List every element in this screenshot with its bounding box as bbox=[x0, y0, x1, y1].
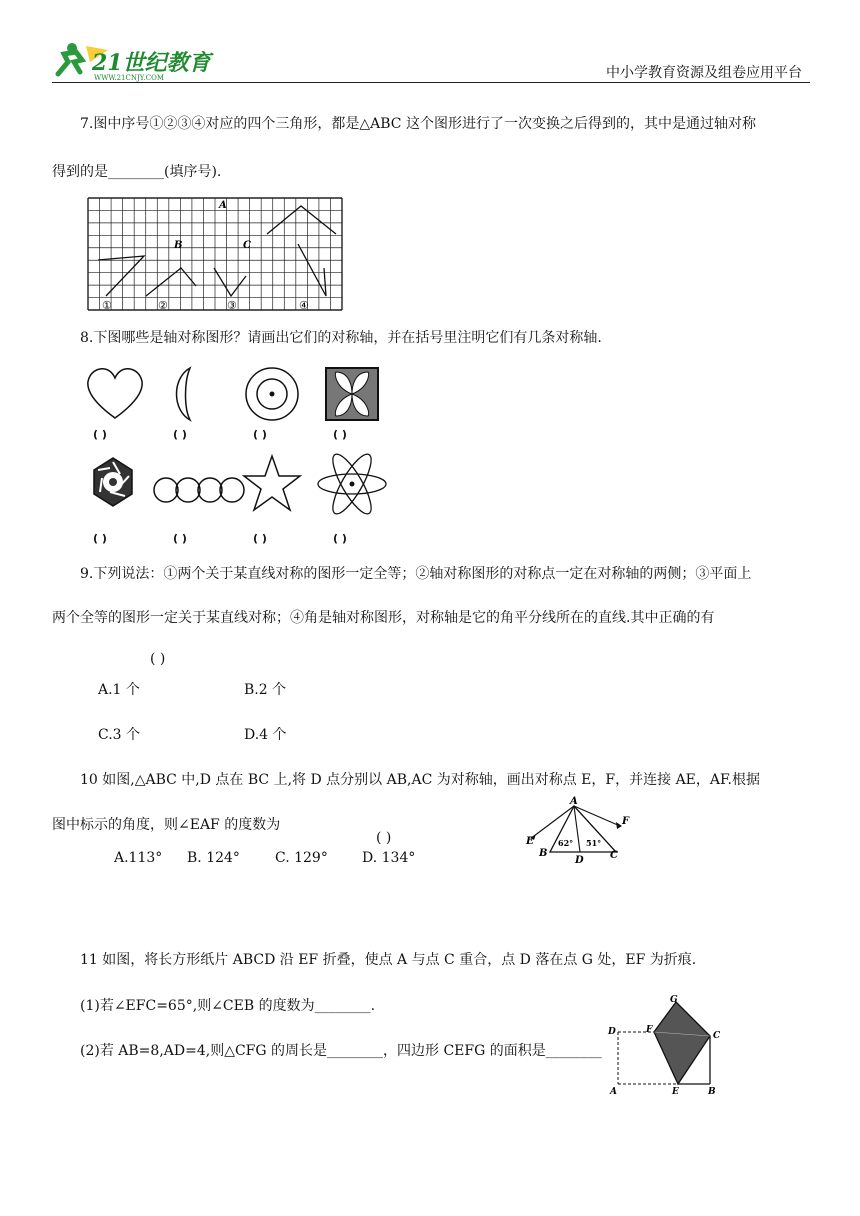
q7-grid-figure bbox=[86, 196, 344, 316]
q7-num-3: ③ bbox=[227, 299, 237, 312]
logo-runner-icon bbox=[50, 40, 220, 82]
q7-label-a: A bbox=[219, 200, 227, 211]
platform-name: 中小学教育资源及组卷应用平台 bbox=[606, 65, 802, 81]
q10-angle-c: 51° bbox=[586, 838, 602, 848]
q11-line1: 11 如图，将长方形纸片 ABCD 沿 EF 折叠，使点 A 与点 C 重合，点 D 落在点 G 处，EF 为折痕. bbox=[80, 952, 697, 968]
q11-sub2: (2)若 AB=8,AD=4,则△CFG 的周长是________，四边形 CEFG 的面积是________ bbox=[80, 1043, 602, 1059]
q9-option-c: C.3 个 bbox=[98, 727, 141, 743]
q9-line1: 9.下列说法：①两个关于某直线对称的图形一定全等；②轴对称图形的对称点一定在对称轴的两侧；③平面上 bbox=[80, 566, 752, 582]
q10-line1: 10 如图,△ABC 中,D 点在 BC 上,将 D 点分别以 AB,AC 为对称轴，画出对称点 E，F，并连接 AE，AF.根据 bbox=[80, 772, 760, 788]
q9-option-a: A.1 个 bbox=[98, 682, 140, 698]
q10-line2: 图中标示的角度，则∠EAF 的度数为 bbox=[52, 817, 281, 833]
q7-label-b: B bbox=[174, 240, 183, 251]
q10-label-f: F bbox=[622, 816, 630, 827]
q11-label-a: A bbox=[610, 1087, 617, 1096]
q9-line2: 两个全等的图形一定关于某直线对称；④角是轴对称图形，对称轴是它的角平分线所在的直线.其中正确的有 bbox=[52, 610, 715, 626]
q8-paren-2: ( ) bbox=[173, 428, 187, 441]
q11-label-e: E bbox=[672, 1087, 679, 1096]
q8-paren-6: ( ) bbox=[173, 532, 187, 545]
logo-text: 21世纪教育 bbox=[92, 50, 211, 76]
q9-paren: ( ) bbox=[150, 651, 166, 667]
q10-option-c: C. 129° bbox=[275, 850, 328, 866]
q7-num-4: ④ bbox=[299, 299, 309, 312]
q7-num-1: ① bbox=[102, 299, 112, 312]
q10-option-b: B. 124° bbox=[187, 850, 240, 866]
q10-option-a: A.113° bbox=[114, 850, 163, 866]
crescent-shape bbox=[177, 368, 191, 420]
q11-label-d: D bbox=[608, 1027, 616, 1037]
q10-paren: ( ) bbox=[376, 830, 392, 846]
q8-paren-1: ( ) bbox=[93, 428, 107, 441]
q8-paren-7: ( ) bbox=[253, 532, 267, 545]
q7-line2: 得到的是________(填序号). bbox=[52, 164, 222, 180]
q7-label-c: C bbox=[243, 240, 251, 251]
q8-shapes bbox=[80, 362, 400, 556]
q10-label-e: E bbox=[526, 836, 534, 847]
q9-option-b: B.2 个 bbox=[244, 682, 287, 698]
q10-label-d: D bbox=[575, 855, 584, 864]
q7-num-2: ② bbox=[158, 299, 168, 312]
q11-sub1: (1)若∠EFC=65°,则∠CEB 的度数为________. bbox=[80, 998, 376, 1014]
q8-text: 8.下图哪些是轴对称图形？请画出它们的对称轴，并在括号里注明它们有几条对称轴. bbox=[80, 330, 602, 346]
rings-shape bbox=[154, 478, 244, 502]
q10-angle-b: 62° bbox=[558, 838, 574, 848]
q8-paren-4: ( ) bbox=[333, 428, 347, 441]
q7-line1: 7.图中序号①②③④对应的四个三角形，都是△ABC 这个图形进行了一次变换之后得到的，其中是通过轴对称 bbox=[80, 116, 756, 132]
header-rule bbox=[52, 82, 810, 83]
q10-option-d: D. 134° bbox=[362, 850, 416, 866]
q11-label-c: C bbox=[713, 1031, 721, 1041]
q10-label-b: B bbox=[539, 848, 548, 859]
q8-paren-8: ( ) bbox=[333, 532, 347, 545]
q11-figure bbox=[606, 994, 726, 1100]
q8-paren-3: ( ) bbox=[253, 428, 267, 441]
heart-shape bbox=[88, 369, 142, 418]
q11-label-b: B bbox=[708, 1087, 716, 1096]
q11-label-f: F bbox=[646, 1025, 653, 1035]
star-shape bbox=[244, 456, 300, 510]
logo-url: WWW.21CNJY.COM bbox=[94, 74, 164, 82]
q8-paren-5: ( ) bbox=[93, 532, 107, 545]
q10-label-a: A bbox=[570, 796, 578, 807]
logo bbox=[50, 40, 220, 82]
q9-option-d: D.4 个 bbox=[244, 727, 287, 743]
q10-label-c: C bbox=[610, 850, 618, 861]
q10-figure bbox=[524, 792, 634, 868]
q11-label-g: G bbox=[670, 995, 678, 1005]
